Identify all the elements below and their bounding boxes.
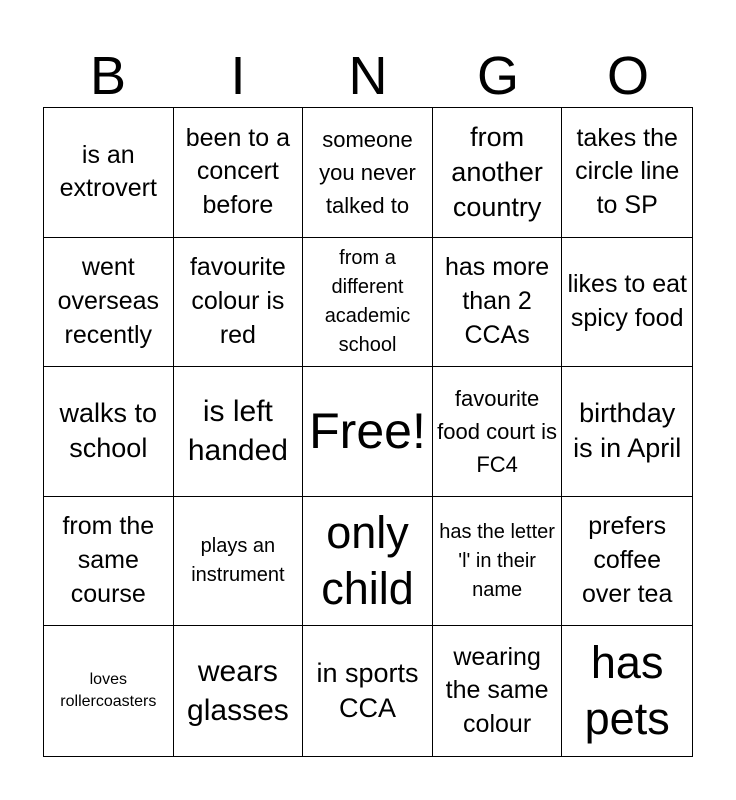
header-letter-n: N — [348, 46, 388, 106]
cell-text: been to a concert before — [185, 123, 291, 220]
cell-text: is an extrovert — [59, 140, 157, 203]
bingo-cell-r5c3[interactable] — [303, 626, 433, 756]
bingo-cell-r1c2[interactable] — [174, 108, 304, 238]
bingo-cell-r2c2[interactable] — [174, 238, 304, 368]
cell-text: in sports CCA — [316, 658, 419, 724]
bingo-cell-r1c5[interactable] — [562, 108, 692, 238]
bingo-cell-r2c1[interactable] — [44, 238, 174, 368]
bingo-cell-r4c5[interactable] — [562, 497, 692, 627]
bingo-cell-r1c4[interactable] — [433, 108, 563, 238]
cell-text: from another country — [451, 121, 543, 222]
header-letter-o: O — [606, 46, 649, 106]
bingo-cell-r2c5[interactable] — [562, 238, 692, 368]
bingo-cell-r5c5[interactable] — [562, 626, 692, 756]
bingo-cell-r3c5[interactable] — [562, 367, 692, 497]
bingo-header — [43, 44, 693, 108]
bingo-cell-r5c1[interactable] — [44, 626, 174, 756]
cell-text: went overseas recently — [57, 253, 160, 349]
cell-text: plays an instrument — [191, 535, 285, 587]
cell-text: someone you never talked to — [319, 126, 416, 218]
cell-text: birthday is in April — [573, 398, 682, 464]
cell-text: has the letter 'l' in their name — [439, 520, 555, 601]
bingo-cell-r4c4[interactable] — [433, 497, 563, 627]
bingo-cell-r1c3[interactable] — [303, 108, 433, 238]
cell-text: prefers coffee over tea — [582, 512, 673, 608]
header-letter-g: G — [476, 46, 519, 106]
cell-text: favourite food court is FC4 — [437, 385, 558, 477]
free-space-text: Free! — [309, 402, 426, 459]
cell-text: from the same course — [62, 512, 155, 608]
cell-text: wears glasses — [187, 655, 289, 728]
header-letter-b: B — [89, 46, 127, 106]
cell-text: loves rollercoasters — [60, 670, 157, 711]
cell-text: has more than 2 CCAs — [444, 253, 550, 349]
bingo-cell-r4c3[interactable] — [303, 497, 433, 627]
bingo-board — [43, 107, 693, 757]
cell-text: favourite colour is red — [189, 253, 286, 349]
bingo-cell-r1c1[interactable] — [44, 108, 174, 238]
bingo-cell-r4c1[interactable] — [44, 497, 174, 627]
cell-text: wearing the same colour — [445, 642, 549, 739]
bingo-cell-r5c4[interactable] — [433, 626, 563, 756]
cell-text: is left handed — [187, 395, 288, 468]
bingo-cell-r2c4[interactable] — [433, 238, 563, 368]
cell-text: has pets — [584, 636, 670, 745]
bingo-cell-r3c4[interactable] — [433, 367, 563, 497]
cell-text: likes to eat spicy food — [567, 270, 687, 332]
bingo-cell-r3c1[interactable] — [44, 367, 174, 497]
bingo-cell-free[interactable] — [303, 367, 433, 497]
cell-text: from a different academic school — [324, 246, 411, 356]
header-letter-i: I — [230, 46, 246, 106]
cell-text: walks to school — [59, 398, 158, 464]
cell-text: only child — [321, 506, 414, 615]
bingo-cell-r5c2[interactable] — [174, 626, 304, 756]
bingo-cell-r2c3[interactable] — [303, 238, 433, 368]
bingo-cell-r3c2[interactable] — [174, 367, 304, 497]
cell-text: takes the circle line to SP — [575, 123, 680, 220]
bingo-cell-r4c2[interactable] — [174, 497, 304, 627]
